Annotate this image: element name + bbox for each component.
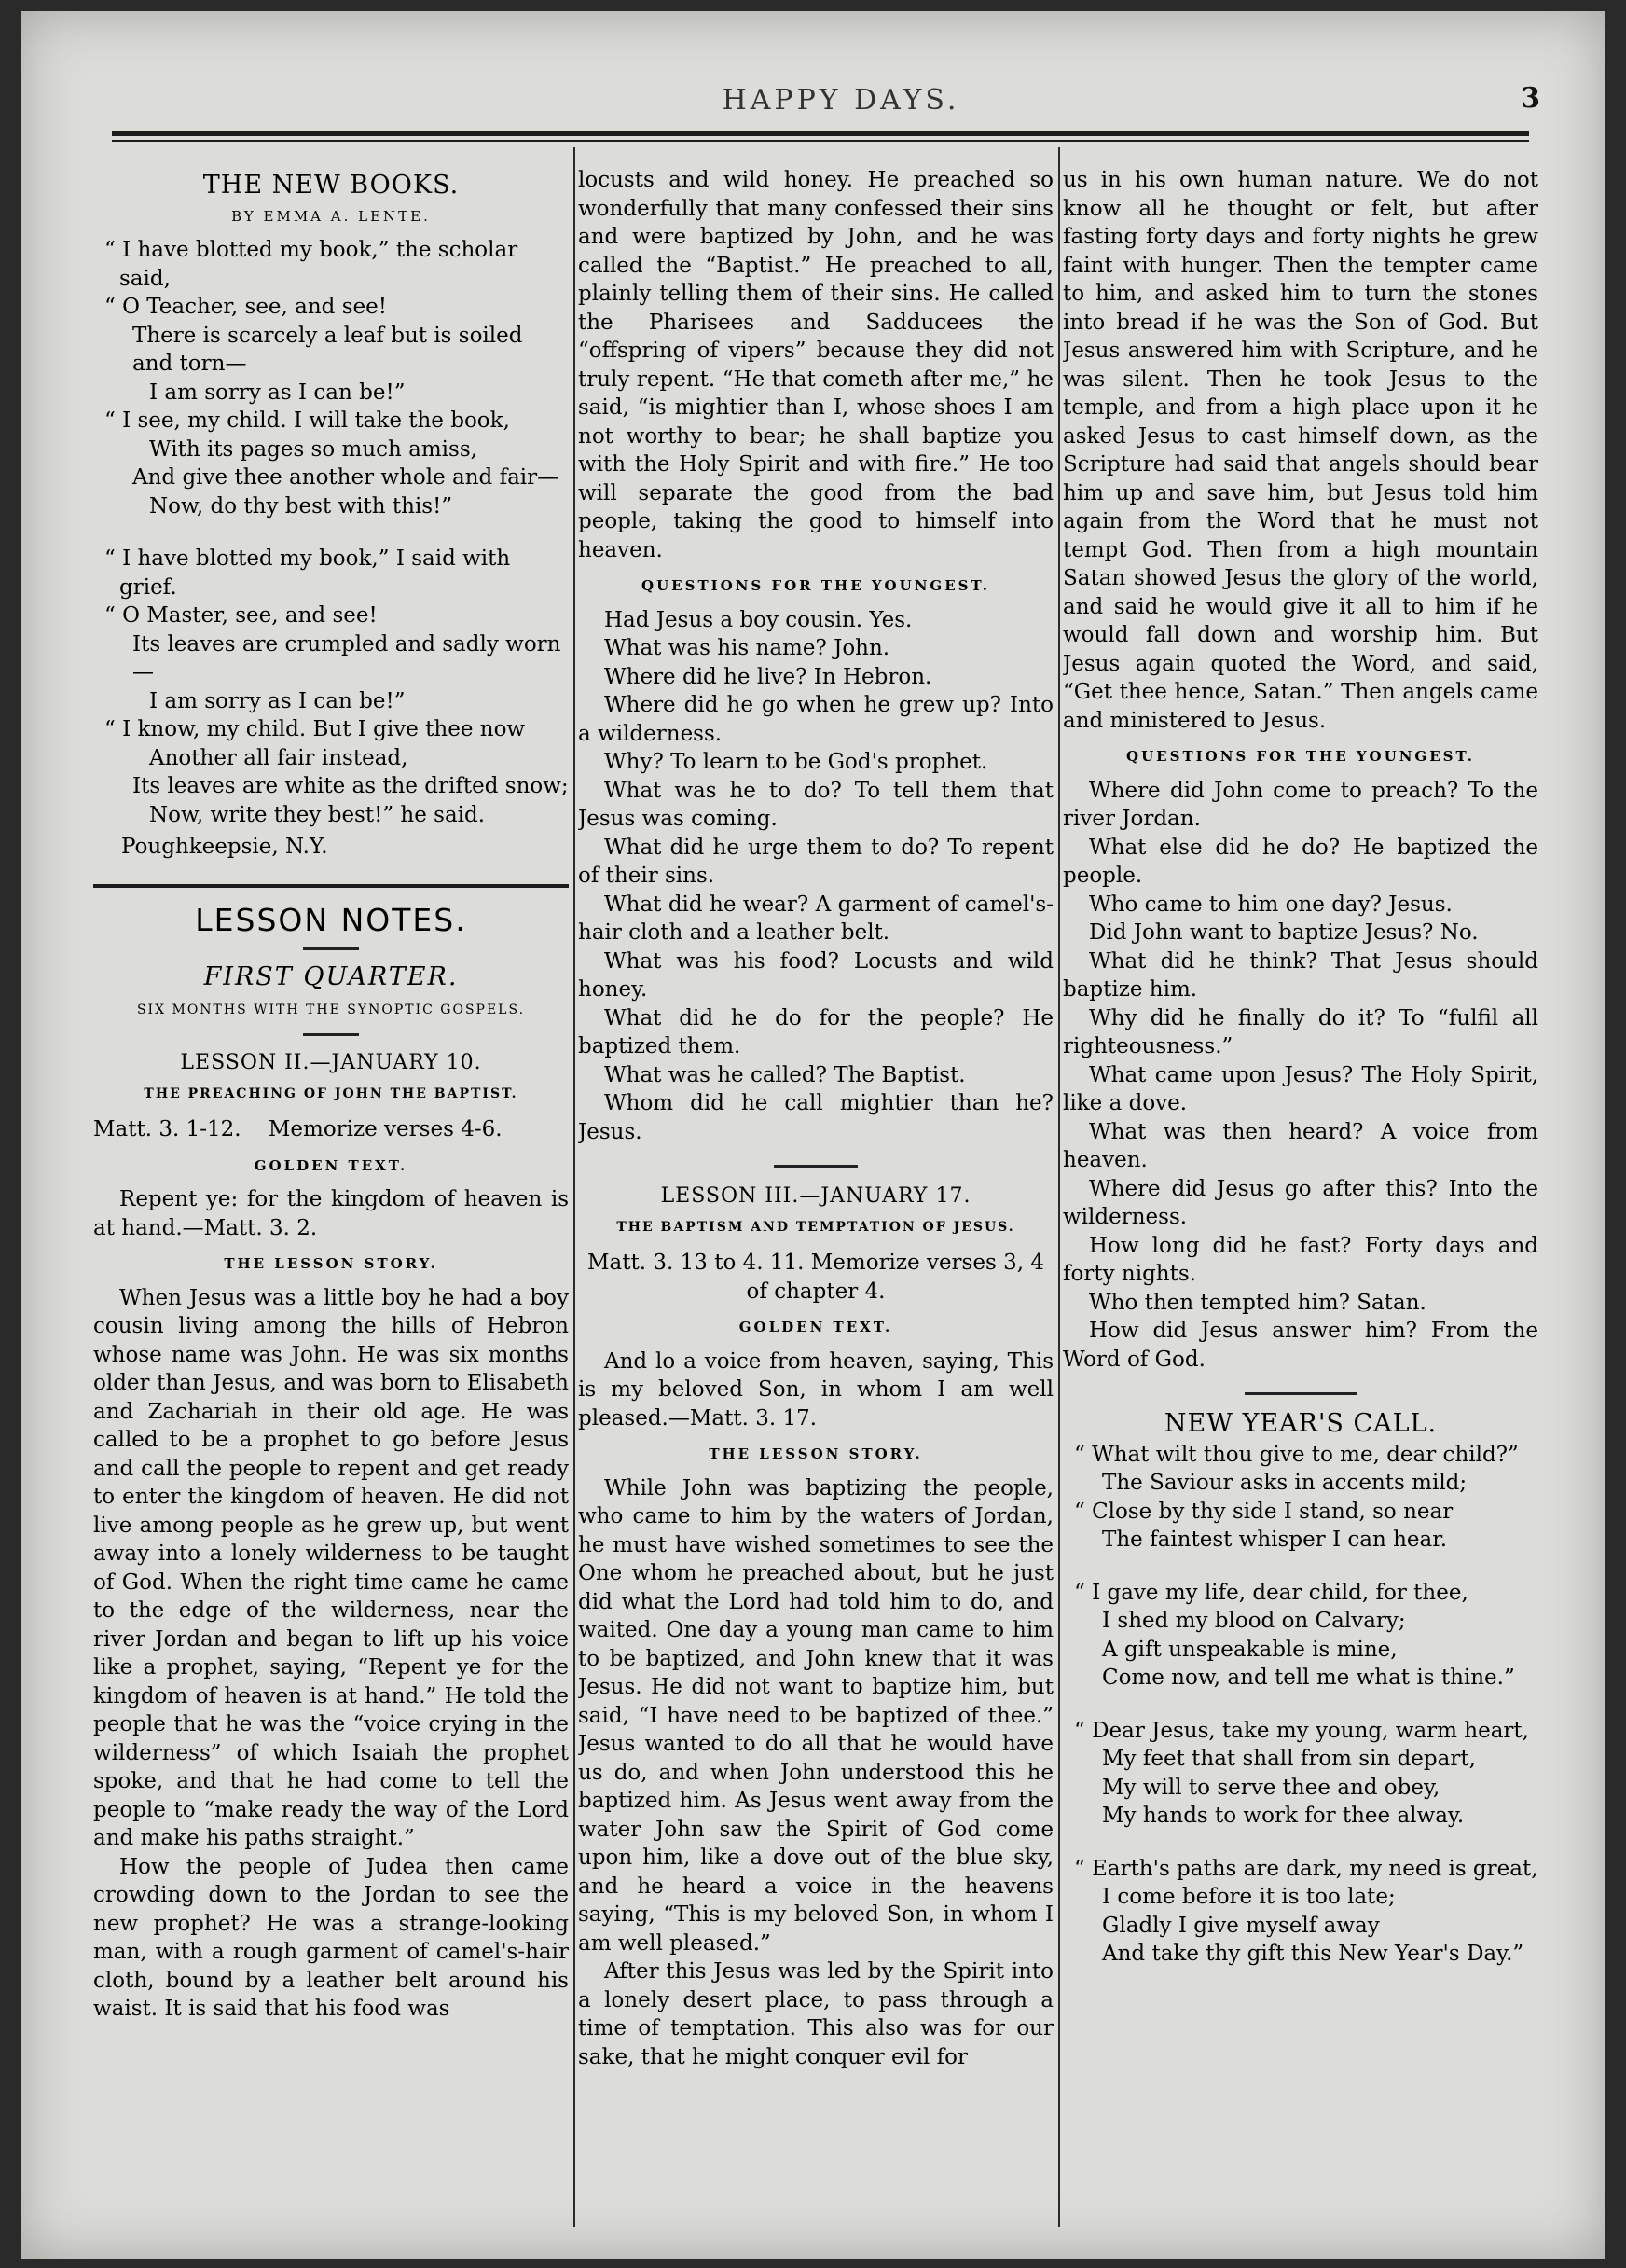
poem-line: “ O Teacher, see, and see! bbox=[104, 295, 387, 319]
question-item: Where did Jesus go after this? Into the wilderness. bbox=[1063, 1176, 1538, 1229]
poem-line: “ I gave my life, dear child, for thee, bbox=[1074, 1580, 1468, 1605]
page-number: 3 bbox=[1521, 82, 1540, 115]
question-item: Did John want to baptize Jesus? No. bbox=[1089, 920, 1479, 945]
poem-line: The Saviour asks in accents mild; bbox=[1102, 1471, 1468, 1495]
question-item: Why? To learn to be God's prophet. bbox=[604, 750, 988, 774]
question-item: How long did he fast? Forty days and forty nights. bbox=[1063, 1233, 1538, 1286]
lesson-story-paragraph: When Jesus was a little boy he had a boy cousin living among the hills of Hebron whose name was John. He was six months older than Jesus, and was born to Elisabeth and Zachariah in their old age. He was called to be a prophet to go before Jesus and call the people to repent and get ready to enter the kingdom of heaven. He did not live among people as he grew up, but went away into a lonely wilderness to be taught of God. When the right time came he came to the edge of the wilderness, near the river Jordan and began to lift up his voice like a prophet, saying, “Repent ye for the kingdom of heaven is at hand.” He told the people that he was the “voice crying in the wilderness” of which Isaiah the prophet spoke, and that he had come to tell the people to “make ready the way of the Lord and make his paths straight.” bbox=[93, 1285, 569, 1850]
question-item: Where did John come to preach? To the river Jordan. bbox=[1063, 778, 1538, 831]
lesson-2-title: THE PREACHING OF JOHN THE BAPTIST. bbox=[144, 1086, 518, 1101]
question-item: What was he called? The Baptist. bbox=[604, 1062, 966, 1087]
lesson-2-heading: LESSON II.—JANUARY 10. bbox=[180, 1051, 482, 1074]
golden-text-label: GOLDEN TEXT. bbox=[254, 1156, 408, 1174]
poem-line: I am sorry as I can be!” bbox=[149, 380, 406, 405]
poem-line: “ I have blotted my book,” I said with grief. bbox=[104, 546, 511, 600]
poem-title: THE NEW BOOKS. bbox=[202, 171, 460, 200]
question-item: What did he do for the people? He baptized them. bbox=[578, 1005, 1054, 1058]
questions-list bbox=[578, 606, 1054, 1147]
lesson-story-paragraph: locusts and wild honey. He preached so wonderfully that many confessed their sins and were baptized by John, and he was called the “Baptist.” He preached to all, plainly telling them of their sins. He called the Pharisees and Sadducees the “offspring of vipers” because they did not truly repent. “He that cometh after me,” he said, “is mightier than I, whose shoes I am not worthy to bear; he shall baptize you with the Holy Spirit and with fire.” He too will separate the good from the bad people, taking the good to himself into heaven. bbox=[578, 168, 1054, 562]
running-title: HAPPY DAYS. bbox=[722, 84, 960, 117]
question-item: What was his food? Locusts and wild honey. bbox=[578, 948, 1054, 1002]
question-item: Had Jesus a boy cousin. Yes. bbox=[604, 607, 913, 632]
lesson-notes-heading: LESSON NOTES. bbox=[195, 901, 467, 938]
lesson-story-paragraph: How the people of Judea then came crowding down to the Jordan to see the new prophet? He was a strange-looking man, with a rough garment of camel's-hair cloth, bound by a leather belt around his waist. It is said that his food was bbox=[93, 1854, 569, 2021]
question-item: What did he wear? A garment of camel's-hair cloth and a leather belt. bbox=[578, 892, 1054, 945]
lesson-2-reference: Matt. 3. 1-12. Memorize verses 4-6. bbox=[93, 1117, 503, 1141]
question-item: What did he urge them to do? To repent of their sins. bbox=[578, 835, 1054, 888]
question-item: What was he to do? To tell them that Jesus was coming. bbox=[578, 778, 1054, 831]
poem-line: And take thy gift this New Year's Day.” bbox=[1102, 1942, 1524, 1966]
question-item: What came upon Jesus? The Holy Spirit, like a dove. bbox=[1063, 1062, 1538, 1115]
poem-line: I am sorry as I can be!” bbox=[149, 688, 406, 713]
short-rule bbox=[1245, 1392, 1357, 1395]
lesson-story-paragraph: us in his own human nature. We do not know all he thought or felt, but after fasting forty days and forty nights he grew faint with hunger. Then the tempter came to him, and asked him to turn the stones into bread if he was the Son of God. But Jesus answered him with Scripture, and he was silent. Then he took Jesus to the temple, and from a high place upon it he asked Jesus to cast himself down, as the Scripture had said that angels should bear him up and save him, but Jesus told him again from the Word that he must not tempt God. Then from a high mountain Satan showed Jesus the glory of the world, and said he would give it all to him if he would fall down and worship him. But Jesus again quoted the Word, and said, “Get thee hence, Satan.” Then angels came and ministered to Jesus. bbox=[1063, 168, 1538, 733]
question-item: What was his name? John. bbox=[604, 636, 890, 660]
lesson-3-title: THE BAPTISM AND TEMPTATION OF JESUS. bbox=[616, 1219, 1015, 1235]
poem-line: “ I know, my child. But I give thee now bbox=[104, 717, 526, 741]
poem-line: “ Dear Jesus, take my young, warm heart, bbox=[1074, 1718, 1529, 1743]
poem-line: The faintest whisper I can hear. bbox=[1102, 1528, 1448, 1552]
question-item: Whom did he call mightier than he? Jesus. bbox=[578, 1091, 1054, 1144]
poem-line: “ I have blotted my book,” the scholar said, bbox=[104, 238, 518, 291]
poem-line: A gift unspeakable is mine, bbox=[1102, 1637, 1398, 1662]
poem-line: “ I see, my child. I will take the book, bbox=[104, 408, 510, 433]
poem-line: Now, write they best!” he said. bbox=[149, 802, 486, 827]
questions-list bbox=[1063, 777, 1538, 1375]
questions-label: QUESTIONS FOR THE YOUNGEST. bbox=[641, 577, 990, 594]
poem-line: “ O Master, see, and see! bbox=[104, 603, 378, 628]
poem-the-new-books bbox=[93, 236, 569, 862]
golden-text-label: GOLDEN TEXT. bbox=[738, 1319, 893, 1335]
lesson-3-reference: Matt. 3. 13 to 4. 11. Memorize verses 3, 4 of chapter 4. bbox=[587, 1251, 1044, 1304]
poem-line: My will to serve thee and obey, bbox=[1102, 1775, 1440, 1800]
question-item: Who then tempted him? Satan. bbox=[1089, 1290, 1426, 1315]
quarter-subheading: SIX MONTHS WITH THE SYNOPTIC GOSPELS. bbox=[136, 1002, 526, 1017]
lesson-story-label: THE LESSON STORY. bbox=[709, 1445, 923, 1462]
question-item: Where did he live? In Hebron. bbox=[604, 664, 932, 689]
questions-label: QUESTIONS FOR THE YOUNGEST. bbox=[1126, 748, 1475, 765]
poem-line: Gladly I give myself away bbox=[1102, 1913, 1380, 1938]
poem-line: I come before it is too late; bbox=[1102, 1885, 1396, 1909]
poem-line: Now, do thy best with this!” bbox=[149, 493, 453, 519]
poem-line: My feet that shall from sin depart, bbox=[1102, 1747, 1476, 1771]
question-item: How did Jesus answer him? From the Word of God. bbox=[1063, 1319, 1538, 1372]
header-rule-thin bbox=[112, 140, 1529, 142]
poem-line: There is scarcely a leaf but is soiled and torn— bbox=[132, 323, 523, 376]
section-rule bbox=[93, 884, 569, 888]
lesson-3-heading: LESSON III.—JANUARY 17. bbox=[660, 1184, 971, 1208]
lesson-story-paragraph: While John was baptizing the people, who came to him by the waters of Jordan, he must have wished sometimes to see the One whom he preached about, but he just did what the Lord had told him to do, and waited. One day a young man came to him to be baptized, and John knew that it was Jesus. He did not want to baptize him, but said, “I have need to be baptized of thee.” Jesus wanted to do all that he would have us do, and when John understood this he baptized him. As Jesus went away from the water John saw the Spirit of God come upon him, like a dove out of the blue sky, and he heard a voice in the heavens saying, “This is my beloved Son, in whom I am well pleased.” bbox=[578, 1475, 1054, 1956]
poem-line: With its pages so much amiss, bbox=[149, 436, 477, 462]
poem-line: “ Earth's paths are dark, my need is great, bbox=[1074, 1856, 1538, 1881]
column-3 bbox=[1063, 166, 1538, 2218]
poem-line: And give thee another whole and fair— bbox=[132, 465, 559, 490]
poem-title: NEW YEAR'S CALL. bbox=[1164, 1409, 1438, 1438]
poem-line: Another all fair instead, bbox=[149, 745, 408, 770]
question-item: Where did he go when he grew up? Into a wilderness. bbox=[578, 693, 1054, 746]
header-rule bbox=[112, 131, 1529, 136]
short-rule bbox=[774, 1165, 858, 1168]
poem-byline: BY EMMA A. LENTE. bbox=[231, 207, 431, 225]
poem-line: “ Close by thy side I stand, so near bbox=[1074, 1499, 1454, 1524]
question-item: What was then heard? A voice from heaven. bbox=[1063, 1119, 1538, 1172]
golden-text: Repent ye: for the kingdom of heaven is at hand.—Matt. 3. 2. bbox=[93, 1187, 569, 1240]
quarter-heading: FIRST QUARTER. bbox=[203, 962, 459, 991]
golden-text: And lo a voice from heaven, saying, This is my beloved Son, in whom I am well pleased.—Matt. 3. 17. bbox=[578, 1348, 1054, 1431]
lesson-story-label: THE LESSON STORY. bbox=[224, 1255, 438, 1272]
question-item: Who came to him one day? Jesus. bbox=[1089, 892, 1453, 917]
question-item: What else did he do? He baptized the people. bbox=[1063, 835, 1538, 888]
column-rule-1 bbox=[573, 147, 575, 2227]
poem-line: Its leaves are white as the drifted snow; bbox=[132, 774, 569, 798]
short-rule bbox=[303, 947, 359, 950]
poem-new-years-call bbox=[1063, 1441, 1538, 1969]
column-rule-2 bbox=[1058, 147, 1060, 2227]
poem-line: Its leaves are crumpled and sadly worn— bbox=[132, 631, 561, 685]
poem-line: “ What wilt thou give to me, dear child?” bbox=[1074, 1442, 1519, 1467]
poem-line: I shed my blood on Calvary; bbox=[1102, 1609, 1406, 1633]
poem-line: My hands to work for thee alway. bbox=[1102, 1804, 1465, 1828]
question-item: Why did he finally do it? To “fulfil all righteousness.” bbox=[1063, 1005, 1538, 1058]
column-1 bbox=[93, 166, 569, 2218]
poem-place: Poughkeepsie, N.Y. bbox=[121, 835, 328, 859]
question-item: What did he think? That Jesus should baptize him. bbox=[1063, 948, 1538, 1002]
poem-line: Come now, and tell me what is thine.” bbox=[1102, 1666, 1515, 1690]
column-2 bbox=[578, 166, 1054, 2218]
short-rule bbox=[303, 1033, 359, 1036]
lesson-story-paragraph: After this Jesus was led by the Spirit into a lonely desert place, to pass through a time of temptation. This also was for our sake, that he might conquer evil for bbox=[578, 1959, 1054, 2069]
